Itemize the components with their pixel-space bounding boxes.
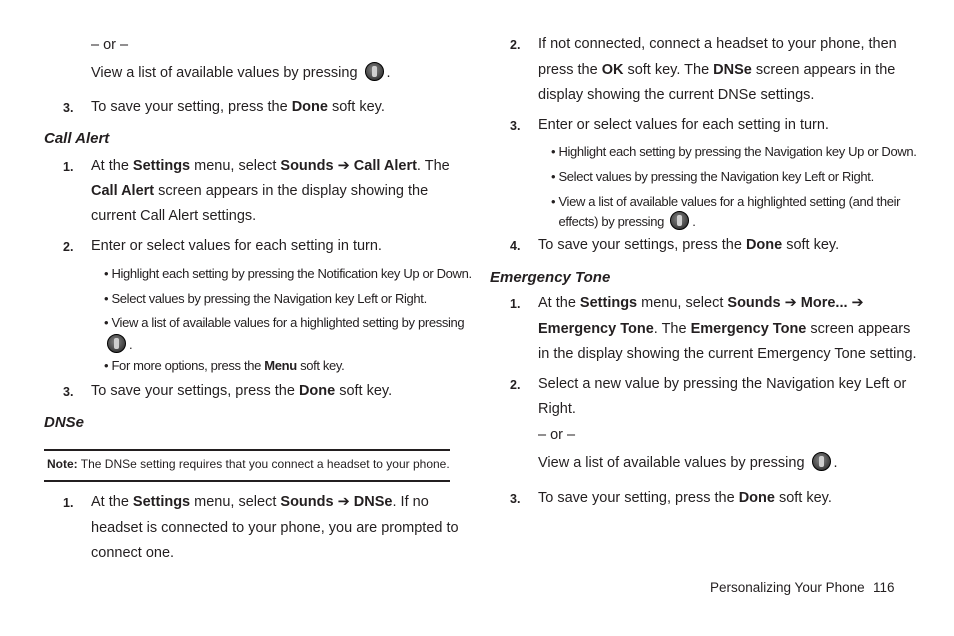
text: screen appears <box>810 321 911 337</box>
step-text-line: display showing the current DNSe settings. <box>538 87 815 103</box>
sounds-keyword: Sounds <box>280 494 334 510</box>
bullet-item-continued <box>104 334 132 354</box>
step-text-line <box>538 317 910 342</box>
bullet-item-continued <box>551 211 695 231</box>
text: soft key. <box>300 358 345 373</box>
step-text: Enter or select values for each setting in turn. <box>538 117 829 133</box>
text: effects) by pressing <box>558 214 664 229</box>
text: View a list of available values by pressing <box>91 65 358 81</box>
emergency-tone-keyword: Emergency Tone <box>690 321 807 337</box>
text: soft key. <box>778 490 832 506</box>
dnse-keyword: DNSe <box>713 62 752 78</box>
step-number: 3. <box>63 385 74 399</box>
step-text-line: connect one. <box>91 545 175 561</box>
text: . <box>833 455 838 471</box>
text: menu, select <box>194 158 277 174</box>
step-number: 1. <box>510 297 521 311</box>
step-number: 3. <box>510 492 521 506</box>
text: Select values by pressing the Navigation key Left or Right. <box>111 291 427 306</box>
text: soft key. <box>786 237 840 253</box>
text: To save your setting, press the <box>91 99 288 115</box>
text: At the <box>538 295 576 311</box>
note-top-rule <box>44 449 450 451</box>
text: . <box>692 214 696 229</box>
step-text-line: Select a new value by pressing the Navigation key Left or <box>538 376 907 392</box>
step-number: 2. <box>510 38 521 52</box>
bullet-item <box>104 265 472 283</box>
bullet-item <box>104 357 344 375</box>
text: For more options, press the <box>111 358 261 373</box>
arrow-icon: ➔ <box>337 158 350 174</box>
bullet-icon: • <box>551 144 556 159</box>
text: menu, select <box>194 494 277 510</box>
menu-keyword: Menu <box>264 358 297 373</box>
navigation-key-icon <box>365 62 384 81</box>
step-text <box>91 95 385 120</box>
done-keyword: Done <box>745 237 783 253</box>
text: . <box>129 337 133 352</box>
section-heading-call-alert: Call Alert <box>44 130 110 147</box>
step-number: 2. <box>63 240 74 254</box>
bullet-item <box>551 193 900 211</box>
page-number: 116 <box>873 580 895 595</box>
settings-keyword: Settings <box>132 494 191 510</box>
step-number: 1. <box>63 496 74 510</box>
text: At the <box>91 494 129 510</box>
step-number: 2. <box>510 378 521 392</box>
text: To save your settings, press the <box>91 383 295 399</box>
text: View a list of available values by pressing <box>538 455 805 471</box>
text: Highlight each setting by pressing the Notification key Up or Down. <box>111 266 472 281</box>
settings-keyword: Settings <box>132 158 191 174</box>
note <box>47 457 450 471</box>
bullet-icon: • <box>104 291 109 306</box>
step-text-line: in the display showing the current Emergency Tone setting. <box>538 346 917 362</box>
step-text <box>538 486 832 511</box>
bullet-item <box>104 314 464 332</box>
step-text: Enter or select values for each setting in turn. <box>91 238 382 254</box>
instruction-line <box>91 61 391 86</box>
done-keyword: Done <box>738 490 775 506</box>
navigation-key-icon <box>670 211 689 230</box>
emergency-tone-keyword: Emergency Tone <box>538 321 654 337</box>
text: menu, select <box>641 295 724 311</box>
step-text <box>538 291 864 316</box>
step-number: 1. <box>63 160 74 174</box>
text: Select values by pressing the Navigation key Left or Right. <box>558 169 874 184</box>
note-text: The DNSe setting requires that you connect a headset to your phone. <box>80 457 450 471</box>
text: soft key. <box>331 99 385 115</box>
sounds-keyword: Sounds <box>280 158 334 174</box>
bullet-icon: • <box>104 266 109 281</box>
bullet-icon: • <box>551 169 556 184</box>
text: View a list of available values for a highlighted setting by pressing <box>111 315 465 330</box>
text: To save your setting, press the <box>538 490 735 506</box>
ok-keyword: OK <box>601 62 624 78</box>
text: . If no <box>392 494 429 510</box>
step-text-line: headset is connected to your phone, you are prompted to <box>91 520 459 536</box>
step-text-line <box>91 179 428 204</box>
text: soft key. The <box>627 62 710 78</box>
step-text <box>91 154 450 179</box>
text: . The <box>416 158 450 174</box>
step-text <box>91 379 392 404</box>
step-text <box>538 233 839 258</box>
step-number: 3. <box>510 119 521 133</box>
text: View a list of available values for a highlighted setting (and their <box>558 194 901 209</box>
dnse-keyword: DNSe <box>353 494 393 510</box>
bullet-icon: • <box>104 358 109 373</box>
step-text-line: If not connected, connect a headset to your phone, then <box>538 36 897 52</box>
section-heading-dnse: DNSe <box>44 414 85 431</box>
step-text-line <box>538 58 895 83</box>
navigation-key-icon <box>107 334 126 353</box>
text: screen appears in the display showing the <box>158 183 429 199</box>
text: To save your settings, press the <box>538 237 742 253</box>
step-number: 4. <box>510 239 521 253</box>
note-bottom-rule <box>44 480 450 482</box>
navigation-key-icon <box>812 452 831 471</box>
text: Highlight each setting by pressing the Navigation key Up or Down. <box>558 144 917 159</box>
or-separator: – or – <box>91 37 129 53</box>
footer-section-title: Personalizing Your Phone <box>710 580 865 595</box>
bullet-icon: • <box>551 194 556 209</box>
settings-keyword: Settings <box>579 295 638 311</box>
step-text <box>91 490 429 515</box>
text: screen appears in the <box>755 62 896 78</box>
text: . The <box>653 321 687 337</box>
bullet-item <box>551 168 874 186</box>
section-heading-emergency-tone: Emergency Tone <box>490 269 611 286</box>
step-text-line: current Call Alert settings. <box>91 208 257 224</box>
done-keyword: Done <box>298 383 336 399</box>
step-number: 3. <box>63 101 74 115</box>
sounds-more-keyword: Sounds ➔ More... ➔ <box>727 295 864 311</box>
text: At the <box>91 158 129 174</box>
step-text-line: Right. <box>538 401 576 417</box>
arrow-icon: ➔ <box>337 494 350 510</box>
or-separator: – or – <box>538 427 576 443</box>
bullet-item <box>551 143 917 161</box>
call-alert-keyword: Call Alert <box>353 158 417 174</box>
bullet-icon: • <box>104 315 109 330</box>
text: . <box>386 65 391 81</box>
text: press the <box>538 62 598 78</box>
bullet-item <box>104 290 427 308</box>
instruction-line <box>538 451 838 476</box>
done-keyword: Done <box>291 99 328 115</box>
call-alert-keyword: Call Alert <box>91 183 155 199</box>
note-label: Note: <box>47 457 78 471</box>
text: soft key. <box>339 383 393 399</box>
